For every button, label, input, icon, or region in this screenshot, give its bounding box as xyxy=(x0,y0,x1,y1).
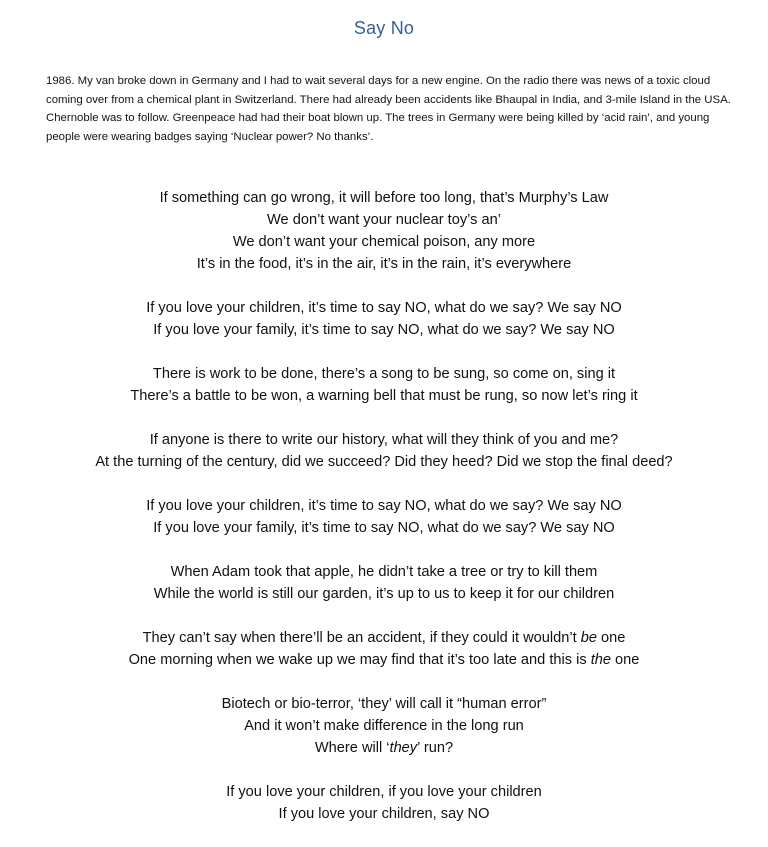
lyric-segment: Where will ‘ xyxy=(314,740,390,756)
lyric-line: There’s a battle to be won, a warning bell that must be rung, so now let’s ring it xyxy=(130,388,638,404)
lyric-line: When Adam took that apple, he didn’t take a tree or try to kill them xyxy=(170,564,598,580)
stanza xyxy=(0,429,768,473)
page-title: Say No xyxy=(353,18,415,38)
lyric-emphasis: be xyxy=(580,630,597,646)
lyric-segment: one xyxy=(611,652,640,668)
lyric-line: We don’t want your nuclear toy’s an’ xyxy=(267,212,501,228)
stanza xyxy=(0,297,768,341)
lyric-line: If anyone is there to write our history, what will they think of you and me? xyxy=(149,432,619,448)
stanza xyxy=(0,495,768,539)
lyric-line: At the turning of the century, did we succeed? Did they heed? Did we stop the final deed? xyxy=(95,454,673,470)
intro-paragraph: 1986. My van broke down in Germany and I had to wait several days for a new engine. On the radio there was news of a toxic cloud coming over from a chemical plant in Switzerland. There had already been accidents like Bhaupal in India, and 3-mile Island in the USA. Chernoble was to follow. Greenpeace had had their boat blown up. The trees in Germany were being killed by ‘acid rain’, and young people were wearing badges saying ‘Nuclear power? No thanks’. xyxy=(46,75,731,143)
lyric-line: We don’t want your chemical poison, any more xyxy=(232,234,536,250)
stanza xyxy=(0,627,768,671)
lyric-line: If you love your children, say NO xyxy=(278,806,490,822)
lyric-segment: Biotech or bio-terror, ‘they’ will call it “human error” xyxy=(221,696,547,712)
lyric-emphasis: they xyxy=(389,740,418,756)
stanza xyxy=(0,187,768,275)
lyric-line xyxy=(0,715,768,737)
lyric-line: If something can go wrong, it will before too long, that’s Murphy’s Law xyxy=(159,190,609,206)
stanza xyxy=(0,693,768,759)
stanza xyxy=(0,363,768,407)
lyric-line xyxy=(0,649,768,671)
stanza xyxy=(0,561,768,605)
lyric-line: If you love your children, it’s time to say NO, what do we say? We say NO xyxy=(146,300,622,316)
lyric-line xyxy=(0,737,768,759)
lyric-line xyxy=(0,627,768,649)
lyric-line: It’s in the food, it’s in the air, it’s in the rain, it’s everywhere xyxy=(196,256,572,272)
lyric-segment: one xyxy=(596,630,626,646)
lyric-segment: One morning when we wake up we may find that it’s too late and this is xyxy=(128,652,591,668)
lyric-line: While the world is still our garden, it’s up to us to keep it for our children xyxy=(153,586,615,602)
lyric-line: There is work to be done, there’s a song to be sung, so come on, sing it xyxy=(152,366,616,382)
lyrics-body xyxy=(0,187,768,847)
lyric-segment: They can’t say when there’ll be an accident, if they could it wouldn’t xyxy=(142,630,581,646)
lyric-line: If you love your children, if you love your children xyxy=(226,784,542,800)
stanza xyxy=(0,781,768,825)
lyric-segment: And it won’t make difference in the long run xyxy=(244,718,524,734)
lyric-line: If you love your children, it’s time to say NO, what do we say? We say NO xyxy=(146,498,622,514)
lyric-line: If you love your family, it’s time to say NO, what do we say? We say NO xyxy=(153,322,615,338)
lyric-line xyxy=(0,693,768,715)
lyric-segment: ’ run? xyxy=(417,740,454,756)
lyric-line: If you love your family, it’s time to say NO, what do we say? We say NO xyxy=(153,520,615,536)
lyric-emphasis: the xyxy=(590,652,611,668)
